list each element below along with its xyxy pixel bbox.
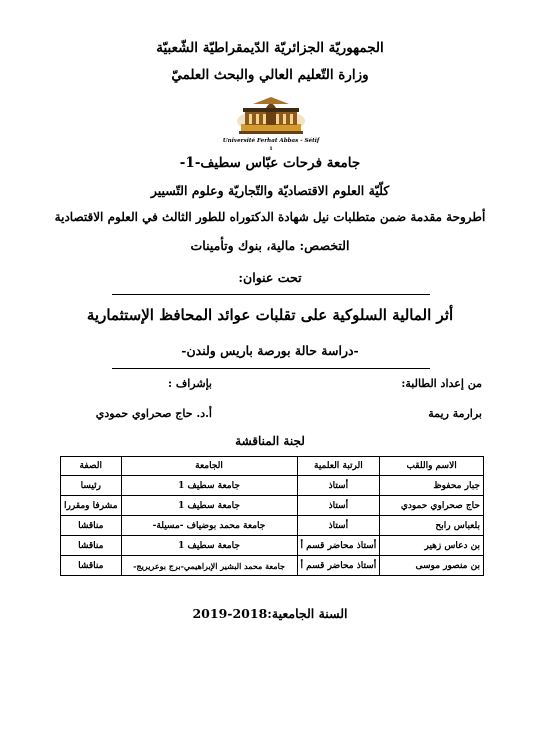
logo-caption-number: 1 <box>269 146 273 152</box>
member-university: جامعة سطيف 1 <box>121 496 297 516</box>
table-row <box>61 476 484 496</box>
member-university: جامعة سطيف 1 <box>121 536 297 556</box>
table-row <box>61 496 484 516</box>
supervision-label: بإشراف : <box>167 377 212 390</box>
student-name: برارمة ريمة <box>428 407 482 420</box>
member-role: رئيسا <box>61 476 122 496</box>
member-name: بلعباس رابح <box>380 516 484 536</box>
member-name: حاج صحراوي حمودي <box>380 496 484 516</box>
thesis-subtitle: -دراسة حالة بورصة باريس ولندن- <box>181 343 359 358</box>
member-university: جامعة محمد البشير الإبراهيمي-برج بوعريريج- <box>121 556 297 576</box>
divider-top <box>112 294 430 295</box>
member-university: جامعة محمد بوضياف -مسيلة- <box>121 516 297 536</box>
under-title-label: تحت عنوان: <box>238 270 302 285</box>
member-university: جامعة سطيف 1 <box>121 476 297 496</box>
ministry-heading: وزارة التّعليم العالي والبحث العلميّ <box>171 67 369 83</box>
member-rank: أستاذ <box>297 516 380 536</box>
member-name: جبار محفوظ <box>380 476 484 496</box>
table-row <box>61 556 484 576</box>
member-role: مناقشا <box>61 556 122 576</box>
republic-heading: الجمهوريّة الجزائريّة الدّيمقراطيّة الشّعبيّة <box>156 40 384 56</box>
member-rank: أستاذ <box>297 496 380 516</box>
column-header: الصفة <box>61 457 122 476</box>
academic-year: السنة الجامعية:2018-2019 <box>192 606 348 621</box>
member-rank: أستاذ محاضر قسم أ <box>297 556 380 576</box>
divider-bottom <box>112 368 430 369</box>
university-logo-icon <box>222 94 320 154</box>
table-row <box>61 516 484 536</box>
thesis-title: أثر المالية السلوكية على تقلبات عوائد المحافظ الإستثمارية <box>86 306 454 324</box>
member-rank: أستاذ محاضر قسم أ <box>297 536 380 556</box>
university-name: جامعة فرحات عبّاس سطيف-1- <box>179 155 361 171</box>
column-header: الاسم واللقب <box>380 457 484 476</box>
table-row <box>61 536 484 556</box>
member-role: مناقشا <box>61 516 122 536</box>
thesis-specialty: التخصص: مالية، بنوك وتأمينات <box>190 238 350 253</box>
supervisor-name: أ.د. حاج صحراوي حمودي <box>95 407 212 420</box>
member-role: مناقشا <box>61 536 122 556</box>
member-name: بن دعاس زهير <box>380 536 484 556</box>
thesis-submission: أطروحة مقدمة ضمن متطلبات نيل شهادة الدكتوراه للطور الثالث في العلوم الاقتصادية <box>54 210 486 224</box>
committee-title: لجنة المناقشة <box>235 434 305 448</box>
logo-caption: Université Ferhat Abbas - Sétif <box>222 138 320 144</box>
table-header-row <box>61 457 484 476</box>
prepared-by-label: من إعداد الطالبة: <box>401 377 482 390</box>
column-header: الرتبة العلمية <box>297 457 380 476</box>
faculty-name: كلّيّة العلوم الاقتصاديّة والتّجاريّة وعلوم التّسيير <box>150 183 390 198</box>
member-name: بن منصور موسى <box>380 556 484 576</box>
column-header: الجامعة <box>121 457 297 476</box>
committee-table <box>60 456 484 576</box>
member-rank: أستاذ <box>297 476 380 496</box>
member-role: مشرفا ومقررا <box>61 496 122 516</box>
